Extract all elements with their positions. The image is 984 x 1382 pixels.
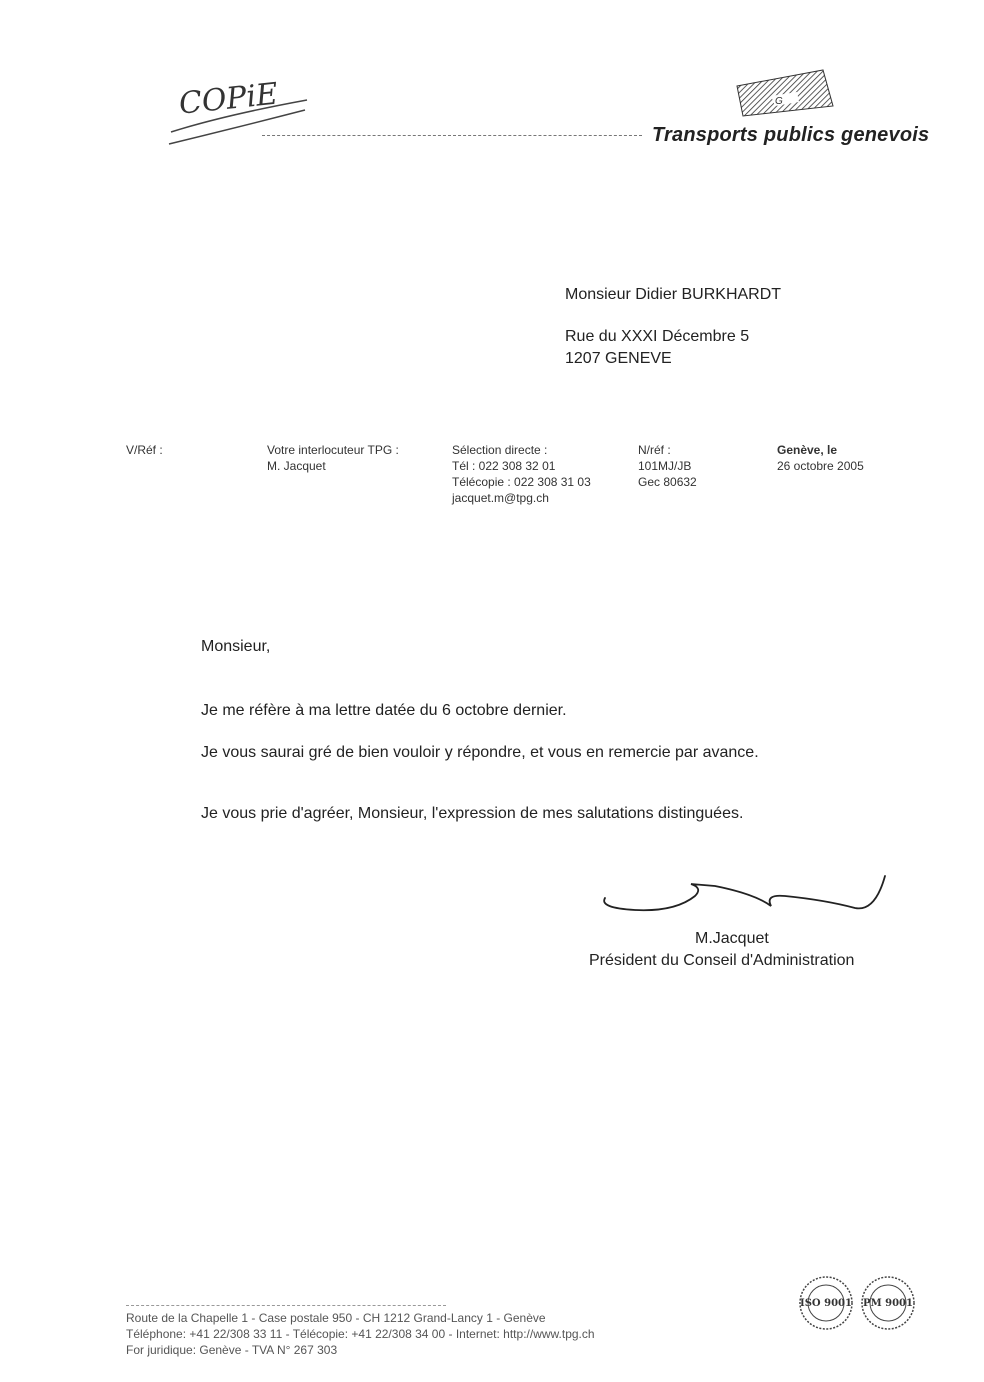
iso-seal-label: ISO 9001	[800, 1298, 852, 1309]
svg-text:G: G	[775, 96, 783, 107]
our-ref-block	[638, 442, 697, 490]
signatory-name: M.Jacquet	[695, 930, 769, 947]
direct-line-block	[452, 442, 591, 506]
your-ref-label: V/Réf :	[126, 443, 163, 457]
our-ref-2: Gec 80632	[638, 475, 697, 489]
handwritten-signature	[595, 872, 895, 922]
footer-address: Route de la Chapelle 1 - Case postale 950 - CH 1212 Grand-Lancy 1 - Genève	[126, 1311, 546, 1325]
copie-stamp	[165, 70, 315, 150]
date-block	[777, 442, 864, 474]
our-ref-label: N/réf :	[638, 443, 671, 457]
letter-date: 26 octobre 2005	[777, 459, 864, 473]
body-paragraph-2: Je vous saurai gré de bien vouloir y répondre, et vous en remercie par avance.	[201, 744, 759, 761]
email-address: jacquet.m@tpg.ch	[452, 491, 549, 505]
your-ref-block	[126, 442, 163, 458]
copie-stamp-text: COPiE	[177, 76, 280, 122]
iso-9001-seal-icon	[798, 1275, 854, 1331]
recipient-name: Monsieur Didier BURKHARDT	[565, 286, 782, 303]
place-label: Genève, le	[777, 443, 838, 457]
contact-label: Votre interlocuteur TPG :	[267, 443, 399, 457]
header-rule	[262, 135, 642, 136]
direct-label: Sélection directe :	[452, 443, 548, 457]
signatory-title: Président du Conseil d'Administration	[589, 952, 855, 969]
body-paragraph-1: Je me réfère à ma lettre datée du 6 octobre dernier.	[201, 702, 567, 719]
our-ref-1: 101MJ/JB	[638, 459, 692, 473]
footer-rule	[126, 1305, 446, 1306]
recipient-street: Rue du XXXI Décembre 5	[565, 328, 750, 345]
fax-number: Télécopie : 022 308 31 03	[452, 475, 591, 489]
company-name: Transports publics genevois	[652, 124, 930, 146]
recipient-city: 1207 GENEVE	[565, 350, 672, 367]
footer-contact: Téléphone: +41 22/308 33 11 - Télécopie: +41 22/308 34 00 - Internet: http://www.tpg.ch	[126, 1327, 595, 1341]
contact-block	[267, 442, 399, 474]
body-paragraph-3: Je vous prie d'agréer, Monsieur, l'expression de mes salutations distinguées.	[201, 805, 744, 822]
tpg-logo-icon	[735, 68, 835, 118]
pm-seal-label: PM 9001	[863, 1298, 913, 1309]
salutation: Monsieur,	[201, 638, 271, 655]
phone-number: Tél : 022 308 32 01	[452, 459, 556, 473]
footer-legal: For juridique: Genève - TVA N° 267 303	[126, 1343, 338, 1357]
contact-name: M. Jacquet	[267, 459, 326, 473]
pm-9001-seal-icon	[860, 1275, 916, 1331]
